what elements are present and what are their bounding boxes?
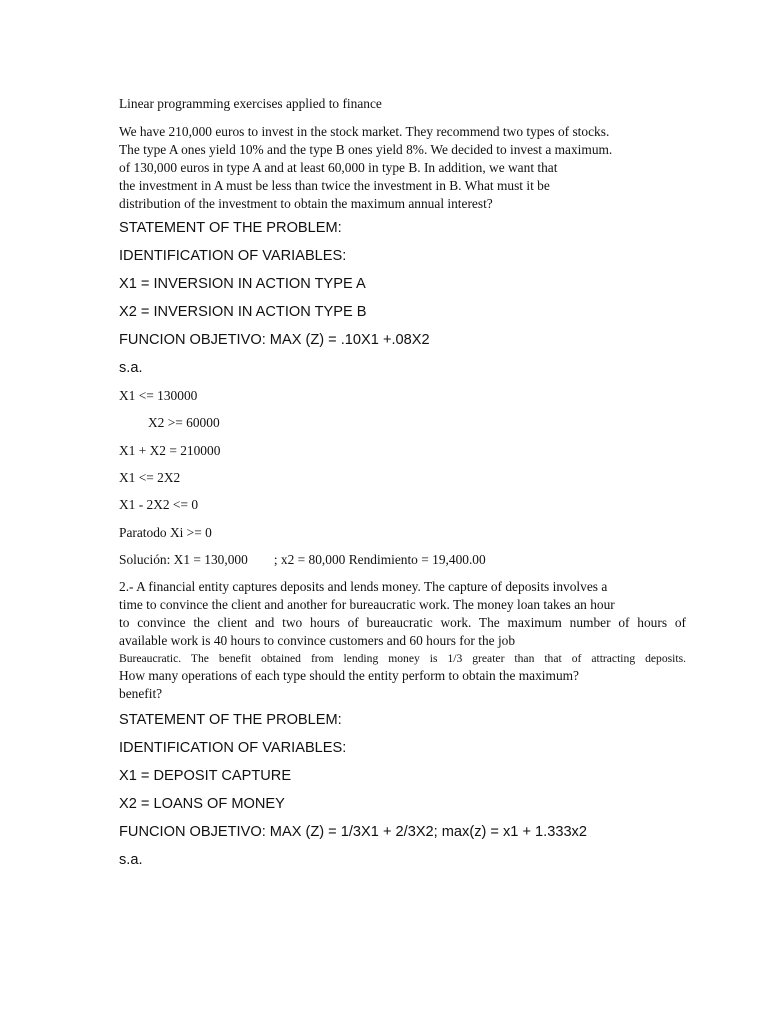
- problem1-text-line: distribution of the investment to obtain the maximum annual interest?: [119, 196, 493, 211]
- problem1-solution: [119, 551, 486, 569]
- problem2-text-line: benefit?: [119, 686, 163, 701]
- problem1-solution-x1: Solución: X1 = 130,000: [119, 552, 248, 567]
- problem1-constraint: X1 + X2 = 210000: [119, 443, 221, 458]
- problem1-objective-function: FUNCION OBJETIVO: MAX (Z) = .10X1 +.08X2: [119, 332, 430, 348]
- problem2-variable-x1: X1 = DEPOSIT CAPTURE: [119, 768, 292, 784]
- problem2-identification-heading: IDENTIFICATION OF VARIABLES:: [119, 740, 347, 756]
- problem1-statement-heading: STATEMENT OF THE PROBLEM:: [119, 220, 342, 236]
- problem1-variable-x2: X2 = INVERSION IN ACTION TYPE B: [119, 304, 367, 320]
- problem1-text-line: We have 210,000 euros to invest in the stock market. They recommend two types of stocks.: [119, 124, 610, 139]
- problem2-text-line: available work is 40 hours to convince customers and 60 hours for the job: [119, 633, 516, 648]
- problem2-text-line: time to convince the client and another for bureaucratic work. The money loan takes an hour: [119, 597, 615, 612]
- problem1-text-line: The type A ones yield 10% and the type B ones yield 8%. We decided to invest a maximum.: [119, 142, 613, 157]
- problem2-statement-heading: STATEMENT OF THE PROBLEM:: [119, 712, 342, 728]
- problem1-constraint: X1 - 2X2 <= 0: [119, 497, 199, 512]
- problem1-variable-x1: X1 = INVERSION IN ACTION TYPE A: [119, 276, 366, 292]
- problem1-constraint: X1 <= 2X2: [119, 470, 181, 485]
- problem2-text-line: How many operations of each type should the entity perform to obtain the maximum?: [119, 668, 580, 683]
- problem1-solution-x2: ; x2 = 80,000 Rendimiento = 19,400.00: [273, 552, 486, 567]
- problem1-identification-heading: IDENTIFICATION OF VARIABLES:: [119, 248, 347, 264]
- problem1-text-line: of 130,000 euros in type A and at least 60,000 in type B. In addition, we want that: [119, 160, 558, 175]
- problem1-subject-to: s.a.: [119, 360, 143, 376]
- document-title: Linear programming exercises applied to finance: [119, 96, 382, 111]
- problem1-constraint: Paratodo Xi >= 0: [119, 525, 212, 540]
- problem2-text-line: Bureaucratic. The benefit obtained from lending money is 1/3 greater than that of attracting deposits.: [119, 652, 686, 665]
- problem2-objective-function: FUNCION OBJETIVO: MAX (Z) = 1/3X1 + 2/3X2; max(z) = x1 + 1.333x2: [119, 824, 587, 840]
- problem2-variable-x2: X2 = LOANS OF MONEY: [119, 796, 285, 812]
- problem2-text-line: 2.- A financial entity captures deposits and lends money. The capture of deposits involves a: [119, 579, 608, 594]
- problem2-subject-to: s.a.: [119, 852, 143, 868]
- problem2-text-line: to convince the client and two hours of bureaucratic work. The maximum number of hours of: [119, 615, 686, 630]
- problem1-constraint: X1 <= 130000: [119, 388, 198, 403]
- problem1-constraint: X2 >= 60000: [148, 415, 220, 430]
- problem1-text-line: the investment in A must be less than twice the investment in B. What must it be: [119, 178, 550, 193]
